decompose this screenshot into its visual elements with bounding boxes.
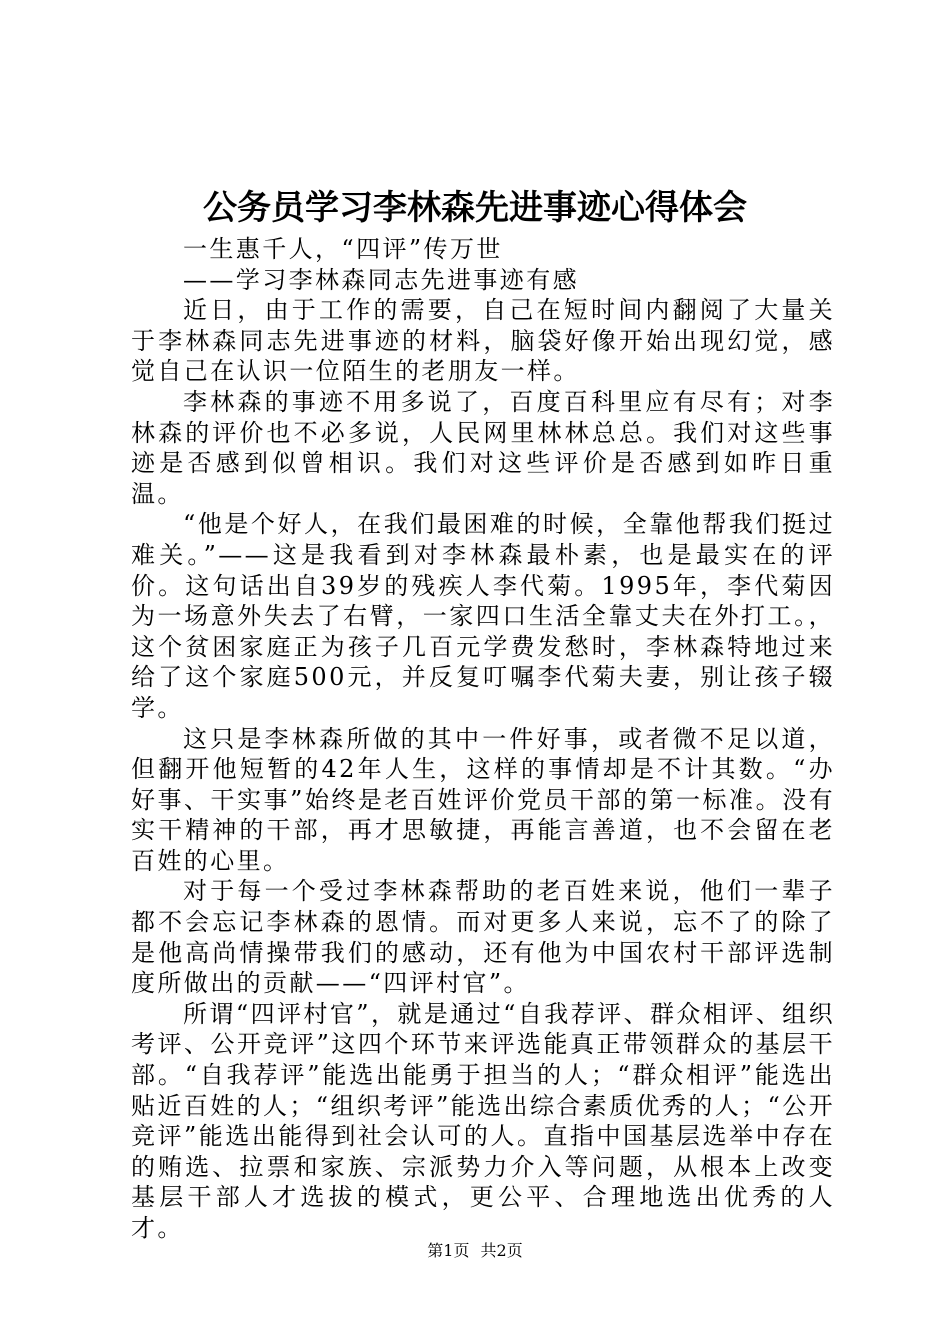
- body-paragraph-2: 李林森的事迹不用多说了，百度百科里应有尽有；对李林森的评价也不必多说，人民网里林林总总。我们对这些事迹是否感到似曾相识。我们对这些评价是否感到如昨日重温。: [131, 387, 835, 508]
- subtitle-line-2: ——学习李林森同志先进事迹有感: [183, 265, 579, 294]
- body-paragraph-1: 近日，由于工作的需要，自己在短时间内翻阅了大量关于李林森同志先进事迹的材料，脑袋好像开始出现幻觉，感觉自己在认识一位陌生的老朋友一样。: [131, 296, 835, 386]
- body-paragraph-4: 这只是李林森所做的其中一件好事，或者微不足以道，但翻开他短暂的42年人生，这样的事情却是不计其数。“办好事、干实事”始终是老百姓评价党员干部的第一标准。没有实干精神的干部，再才思敏捷，再能言善道，也不会留在老百姓的心里。: [131, 724, 835, 875]
- page-number-total: 共2页: [480, 1241, 523, 1260]
- page-footer: [0, 1240, 950, 1262]
- subtitle-line-1: 一生惠千人，“四评”传万世: [183, 235, 503, 263]
- body-paragraph-6: 所谓“四评村官”，就是通过“自我荐评、群众相评、组织考评、公开竞评”这四个环节来评选能真正带领群众的基层干部。“自我荐评”能选出能勇于担当的人；“群众相评”能选出贴近百姓的人；“组织考评”能选出综合素质优秀的人；“公开竞评”能选出能得到社会认可的人。直指中国基层选举中存在的贿选、拉票和家族、宗派势力介入等问题，从根本上改变基层干部人才选拔的模式，更公平、合理地选出优秀的人才。: [131, 999, 836, 1242]
- body-paragraph-5: 对于每一个受过李林森帮助的老百姓来说，他们一辈子都不会忘记李林森的恩情。而对更多人来说，忘不了的除了是他高尚情操带我们的感动，还有他为中国农村干部评选制度所做出的贡献——“四评村官”。: [131, 877, 835, 998]
- page-number-current: 第1页: [427, 1241, 470, 1260]
- body-paragraph-3: “他是个好人，在我们最困难的时候，全靠他帮我们挺过难关。”——这是我看到对李林森最朴素，也是最实在的评价。这句话出自39岁的残疾人李代菊。1995年，李代菊因为一场意外失去了右臂，一家四口生活全靠丈夫在外打工。，这个贫困家庭正为孩子几百元学费发愁时，李林森特地过来给了这个家庭500元，并反复叮嘱李代菊夫妻，别让孩子辍学。: [131, 510, 835, 722]
- document-title: 公务员学习李林森先进事迹心得体会: [203, 188, 747, 228]
- document-body: [131, 234, 835, 1244]
